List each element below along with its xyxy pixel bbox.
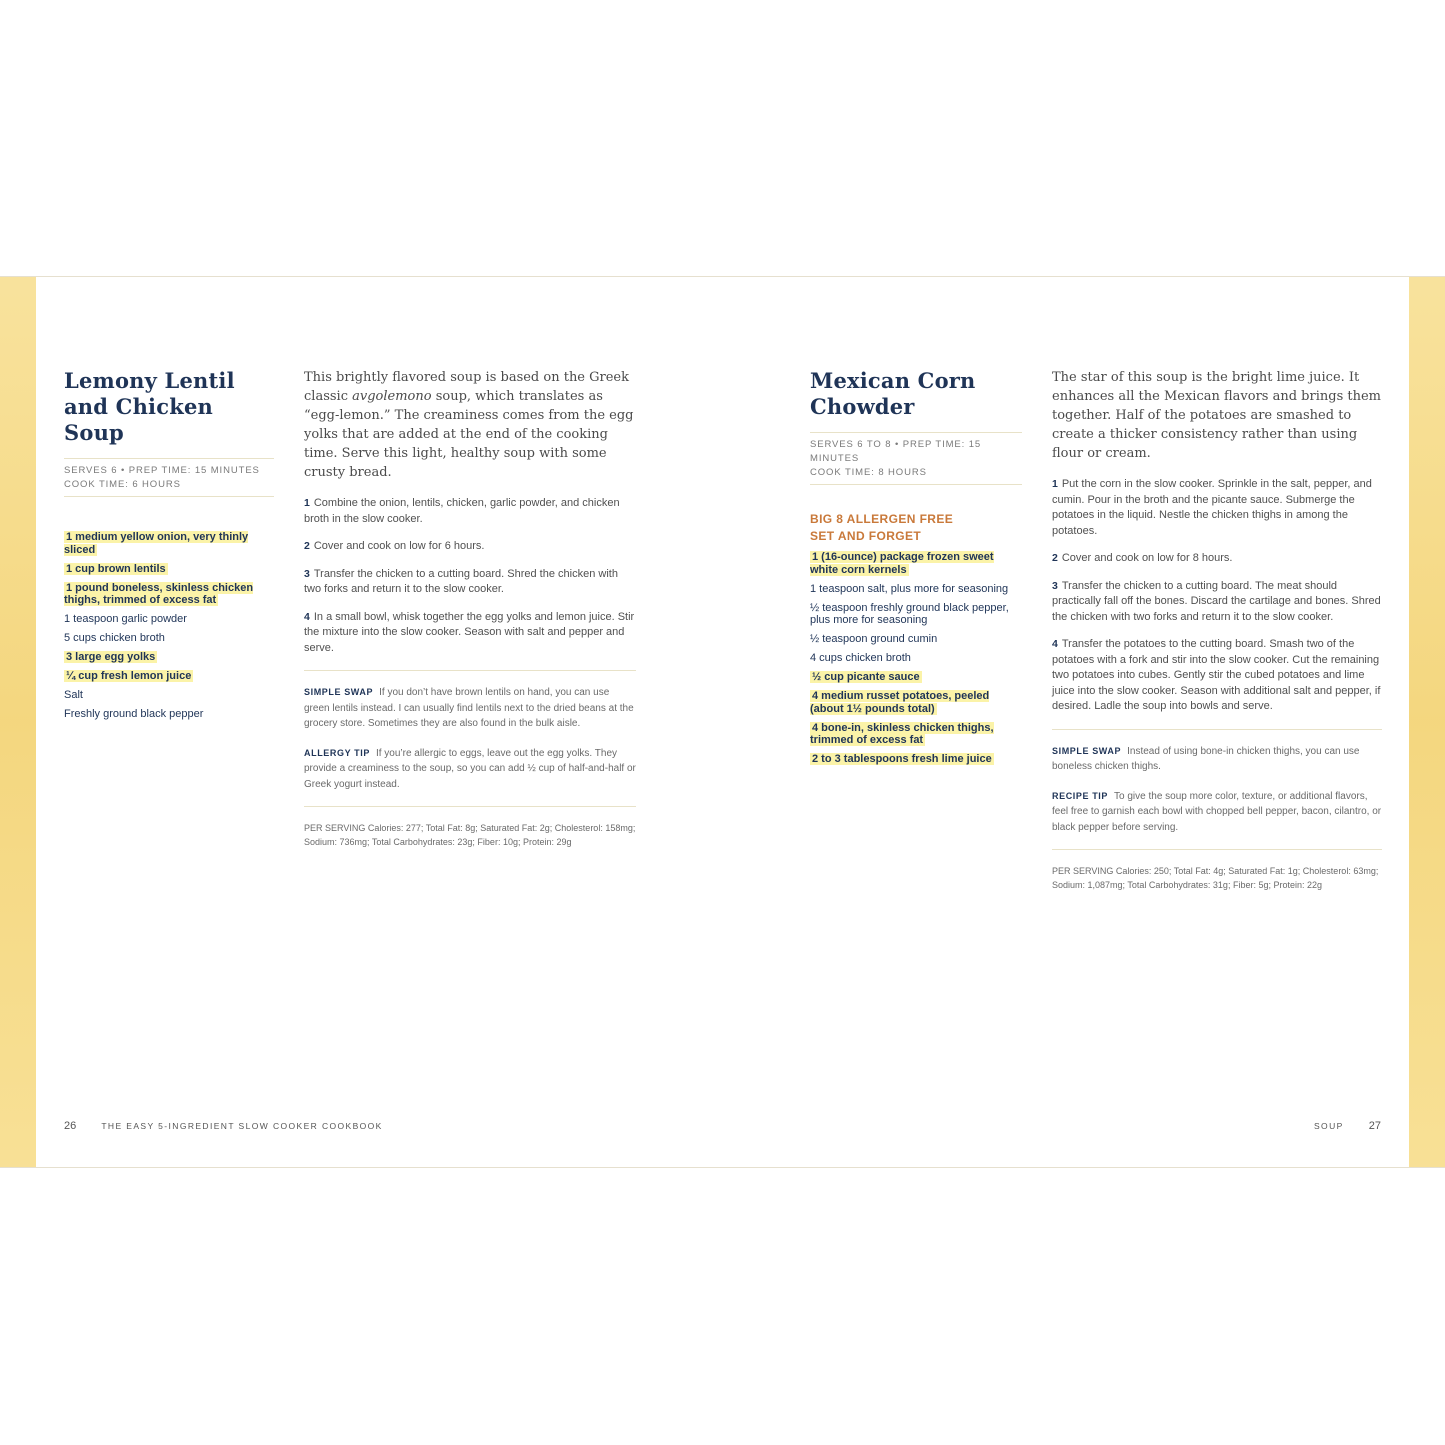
step-item	[304, 610, 636, 657]
step-number: 4	[304, 610, 310, 623]
step-number: 1	[304, 497, 310, 509]
recipe-labels	[810, 511, 1022, 545]
divider	[304, 670, 636, 671]
meta-line: COOK TIME: 6 HOURS	[64, 479, 181, 490]
tip-text: To give the soup more color, texture, or additional flavors, feel free to garnish each bowl with chopped bell pepper, bacon, cilantro, or black pepper before serving.	[1052, 790, 1382, 833]
running-head: THE EASY 5-INGREDIENT SLOW COOKER COOKBOOK	[101, 1121, 383, 1131]
divider	[1052, 729, 1382, 730]
step-number: 2	[1052, 552, 1058, 564]
highlighted-ingredient-text: 1 (16-ounce) package frozen sweet white corn kernels	[810, 551, 994, 576]
ingredient-item	[810, 671, 1022, 684]
tip	[304, 746, 636, 793]
recipe-title: Lemony Lentil and Chicken Soup	[64, 368, 235, 445]
recipe-intro: The star of this soup is the bright lime juice. It enhances all the Mexican flavors and brings them together. Half of the potatoes are smashed to create a thicker consistency rather than using flour or cream.	[1052, 370, 1381, 461]
highlighted-ingredient-text: 1 pound boneless, skinless chicken thighs, trimmed of excess fat	[64, 581, 254, 606]
step-item	[1052, 551, 1382, 567]
page-number: 26	[64, 1120, 77, 1132]
ingredient-item	[810, 583, 1022, 596]
ingredient-item	[810, 602, 1022, 627]
step-number: 3	[304, 567, 310, 580]
intro-italic-term: avgolemono	[352, 389, 432, 404]
ingredient-item	[810, 722, 1022, 747]
step-number: 1	[1052, 478, 1058, 490]
intro-text: This brightly flavored soup is based on the Greek classic	[304, 370, 629, 404]
step-item	[304, 539, 636, 555]
recipe-meta	[810, 432, 1022, 485]
ingredient-item	[810, 652, 1022, 665]
ingredient-item	[64, 632, 274, 645]
ingredient-text: 4 cups chicken broth	[810, 652, 911, 664]
ingredient-item	[64, 613, 274, 626]
step-text: Transfer the chicken to a cutting board. The meat should practically fall off the bones. Discard the cartilage and bones. Shred the chicken with two forks and return it to the slow cooker.	[1052, 579, 1381, 623]
running-head: SOUP	[1313, 1121, 1344, 1131]
ingredient-item	[64, 531, 274, 556]
ingredient-text: ½ teaspoon freshly ground black pepper, plus more for seasoning	[810, 601, 1009, 626]
ingredient-item	[810, 633, 1022, 646]
step-number: 3	[1052, 579, 1058, 592]
ingredient-text: Salt	[64, 689, 83, 701]
ingredient-text: 5 cups chicken broth	[64, 632, 165, 644]
tip-label: SIMPLE SWAP	[1052, 745, 1122, 756]
ingredient-text: ½ teaspoon ground cumin	[810, 633, 938, 645]
step-text: In a small bowl, whisk together the egg yolks and lemon juice. Stir the mixture into the slow cooker. Season with salt and pepper and serve.	[304, 610, 635, 654]
meta-line: SERVES 6 TO 8 • PREP TIME: 15 MINUTES	[810, 439, 982, 464]
divider	[304, 806, 636, 807]
step-item	[1052, 579, 1382, 626]
step-text: Cover and cook on low for 8 hours.	[1061, 552, 1233, 564]
intro-text: soup, which translates as “egg-lemon.” The creaminess comes from the egg yolks that are added at the end of the cooking time. Serve this light, healthy soup with some crusty bread.	[304, 389, 634, 480]
step-text: Put the corn in the slow cooker. Sprinkle in the salt, pepper, and cumin. Pour in the broth and the picante sauce. Submerge the potatoes in the liquid. Nestle the chicken thighs in among the potatoes.	[1052, 478, 1372, 537]
tip-label: ALLERGY TIP	[304, 747, 370, 758]
step-number: 4	[1052, 638, 1058, 650]
step-list	[304, 496, 636, 656]
ingredient-item	[64, 582, 274, 607]
step-item	[304, 567, 636, 598]
label-set-and-forget: SET AND FORGET	[810, 529, 922, 543]
meta-line: COOK TIME: 8 HOURS	[810, 467, 927, 478]
step-text: Transfer the potatoes to the cutting board. Smash two of the potatoes with a fork and stir into the slow cooker. Cut the remaining two potatoes into cubes. Gently stir the cubed potatoes and lime juice into the slow cooker. Season with additional salt and pepper, if desired. Ladle the soup into bowls and serve.	[1052, 638, 1381, 712]
left-recipe-sidebar	[64, 368, 274, 727]
tip-label: SIMPLE SWAP	[304, 687, 374, 697]
ingredient-item	[64, 708, 274, 721]
ingredient-item	[64, 563, 274, 576]
ingredient-text: 1 teaspoon garlic powder	[64, 613, 187, 625]
divider	[1052, 849, 1382, 850]
step-text: Cover and cook on low for 6 hours.	[313, 540, 485, 552]
highlighted-ingredient-text: ¼ cup fresh lemon juice	[66, 670, 192, 682]
ingredient-item	[64, 651, 274, 664]
ingredient-list	[64, 531, 274, 721]
left-recipe-body	[304, 368, 636, 849]
step-item	[1052, 477, 1382, 539]
page-number: 27	[1368, 1120, 1381, 1132]
recipe-title: Mexican Corn Chowder	[810, 368, 976, 419]
step-text: Transfer the chicken to a cutting board. Shred the chicken with two forks and return it to the slow cooker.	[304, 567, 618, 595]
tip-text: If you’re allergic to eggs, leave out the egg yolks. They provide a creaminess to the soup, so you can add ½ cup of half-and-half or Greek yogurt instead.	[304, 747, 636, 790]
recipe-intro	[304, 368, 636, 482]
tip-text: If you don’t have brown lentils on hand, you can use green lentils instead. I can usually find lentils next to the dried beans at the grocery store. Sometimes they are also found in the bulk aisle.	[304, 687, 634, 729]
step-item	[304, 496, 636, 527]
ingredient-item	[810, 690, 1022, 715]
highlighted-ingredient-text: ½ cup picante sauce	[812, 671, 920, 683]
left-footer	[64, 1120, 383, 1132]
nutrition-info: PER SERVING Calories: 250; Total Fat: 4g; Saturated Fat: 1g; Cholesterol: 63mg; Sodium: 1,087mg; Total Carbohydrates: 31g; Fiber: 5g; Protein: 22g	[1052, 866, 1379, 890]
ingredient-item	[810, 753, 1022, 766]
ingredient-item	[64, 670, 274, 683]
step-item	[1052, 637, 1382, 715]
step-text: Combine the onion, lentils, chicken, garlic powder, and chicken broth in the slow cooker.	[304, 497, 620, 525]
highlighted-ingredient-text: 4 bone-in, skinless chicken thighs, trimmed of excess fat	[810, 721, 994, 746]
right-footer	[1314, 1120, 1381, 1132]
nutrition-info: PER SERVING Calories: 277; Total Fat: 8g; Saturated Fat: 2g; Cholesterol: 158mg; Sodium: 736mg; Total Carbohydrates: 23g; Fiber: 10g; Protein: 29g	[304, 823, 636, 847]
ingredient-text: Freshly ground black pepper	[64, 708, 204, 720]
right-recipe-sidebar	[810, 368, 1022, 772]
meta-line: SERVES 6 • PREP TIME: 15 MINUTES	[64, 465, 260, 476]
left-page-edge	[0, 277, 36, 1167]
highlighted-ingredient-text: 1 medium yellow onion, very thinly sliced	[64, 531, 249, 556]
ingredient-text: 1 teaspoon salt, plus more for seasoning	[810, 582, 1009, 595]
step-list	[1052, 477, 1382, 715]
right-recipe-body	[1052, 368, 1382, 892]
tip	[1052, 789, 1382, 836]
tips-section	[1052, 744, 1382, 836]
label-allergen-free: BIG 8 ALLERGEN FREE	[810, 512, 954, 526]
highlighted-ingredient-text: 4 medium russet potatoes, peeled (about 1½ pounds total)	[810, 690, 990, 715]
right-page-edge	[1409, 277, 1445, 1167]
tips-section	[304, 685, 636, 792]
tip-text: Instead of using bone-in chicken thighs, you can use boneless chicken thighs.	[1052, 745, 1360, 772]
tip	[1052, 744, 1382, 775]
ingredient-list	[810, 551, 1022, 766]
ingredient-item	[64, 689, 274, 702]
highlighted-ingredient-text: 3 large egg yolks	[66, 651, 156, 663]
step-number: 2	[304, 540, 310, 552]
tip-label: RECIPE TIP	[1052, 790, 1109, 801]
highlighted-ingredient-text: 2 to 3 tablespoons fresh lime juice	[812, 753, 992, 765]
recipe-meta	[64, 458, 274, 497]
tip	[304, 685, 636, 732]
highlighted-ingredient-text: 1 cup brown lentils	[66, 562, 166, 575]
ingredient-item	[810, 551, 1022, 576]
